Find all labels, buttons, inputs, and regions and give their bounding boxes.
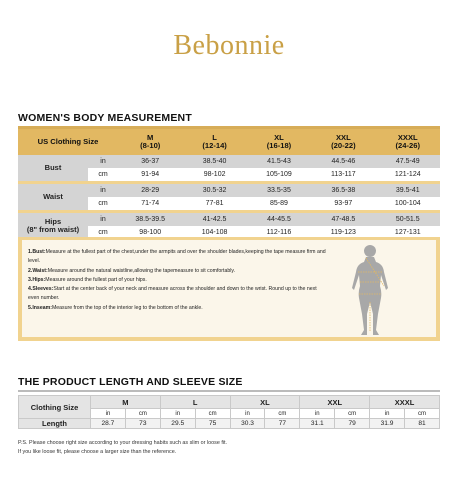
value-cell: 31.9 [370, 419, 405, 429]
table-row [18, 213, 440, 226]
unit-cell: in [230, 409, 265, 419]
value-cell: 121-124 [376, 168, 440, 181]
value-cell: 112-116 [247, 226, 311, 239]
instruction-sleeves: 4.Sleeves:Start at the center back of your neck and measure across the shoulder and down to the wrist. Round up to the next even number. [28, 286, 317, 302]
value-cell: 30.3 [230, 419, 265, 429]
instruction-waist: 2.Waist:Measure around the natural waistline,allowing the tapemeasure to sit comfortably. [28, 267, 236, 274]
unit-cell: cm [88, 168, 118, 181]
row-label-waist: Waist [18, 184, 88, 210]
unit-cell: in [88, 155, 118, 168]
value-cell: 77-81 [182, 197, 246, 210]
instruction-bust: 1.Bust:Measure at the fullest part of the chest,under the armpits and over the shoulder blades,keeping the tape measure firm and level. [28, 249, 326, 265]
length-section-title: THE PRODUCT LENGTH AND SLEEVE SIZE [18, 376, 243, 388]
instruction-list [28, 248, 328, 313]
value-cell: 47.5-49 [376, 155, 440, 168]
unit-cell: cm [88, 197, 118, 210]
value-cell: 47-48.5 [311, 213, 375, 226]
value-cell: 91-94 [118, 168, 182, 181]
value-cell: 44-45.5 [247, 213, 311, 226]
value-cell: 71-74 [118, 197, 182, 210]
value-cell: 41.5-43 [247, 155, 311, 168]
unit-cell: cm [265, 409, 300, 419]
instruction-hips: 3.Hips:Measure around the fullest part of your hips. [28, 276, 147, 283]
value-cell: 113-117 [311, 168, 375, 181]
value-cell: 30.5-32 [182, 184, 246, 197]
value-cell: 79 [335, 419, 370, 429]
body-silhouette-figure [336, 242, 406, 338]
value-cell: 98-102 [182, 168, 246, 181]
table-header-row [18, 129, 440, 155]
value-cell: 127-131 [376, 226, 440, 239]
value-cell: 38.5-39.5 [118, 213, 182, 226]
size-header: M (8-10) [118, 129, 182, 155]
value-cell: 75 [195, 419, 230, 429]
value-cell: 41-42.5 [182, 213, 246, 226]
instruction-inseam: 5.Inseam:Measure from the top of the interior leg to the bottom of the ankle. [28, 304, 203, 311]
unit-cell: in [160, 409, 195, 419]
value-cell: 119-123 [311, 226, 375, 239]
unit-cell: cm [88, 226, 118, 239]
unit-cell: cm [125, 409, 160, 419]
value-cell: 38.5-40 [182, 155, 246, 168]
size-header: XXXL [370, 396, 440, 409]
value-cell: 105-109 [247, 168, 311, 181]
value-cell: 104-108 [182, 226, 246, 239]
measurement-instructions [18, 237, 440, 341]
size-note: P.S. Please choose right size according to your dressing habits such as slim or loose fit. [18, 440, 228, 446]
value-cell: 98-100 [118, 226, 182, 239]
brand-logo: Bebonnie [173, 30, 285, 61]
value-cell: 85-89 [247, 197, 311, 210]
value-cell: 81 [405, 419, 440, 429]
value-cell: 33.5-35 [247, 184, 311, 197]
size-header: XXL (20-22) [311, 129, 375, 155]
row-label-bust: Bust [18, 155, 88, 181]
value-cell: 31.1 [300, 419, 335, 429]
value-cell: 93-97 [311, 197, 375, 210]
body-measurement-table [18, 129, 440, 239]
row-label-length: Length [19, 419, 91, 429]
clothing-size-label: Clothing Size [19, 396, 91, 419]
table-row [19, 419, 440, 429]
table-header-row [19, 396, 440, 409]
value-cell: 44.5-46 [311, 155, 375, 168]
size-header: L (12-14) [182, 129, 246, 155]
table-row [18, 184, 440, 197]
size-header: XXL [300, 396, 370, 409]
size-header: XL [230, 396, 300, 409]
value-cell: 50-51.5 [376, 213, 440, 226]
value-cell: 39.5-41 [376, 184, 440, 197]
value-cell: 77 [265, 419, 300, 429]
value-cell: 29.5 [160, 419, 195, 429]
table-row [18, 155, 440, 168]
size-header: L [160, 396, 230, 409]
size-note: If you like loose fit, please choose a larger size than the reference. [18, 449, 177, 455]
size-header: XXXL (24-26) [376, 129, 440, 155]
unit-cell: in [370, 409, 405, 419]
body-measurement-title: WOMEN'S BODY MEASUREMENT [18, 112, 192, 124]
unit-cell: in [88, 184, 118, 197]
unit-cell: cm [335, 409, 370, 419]
value-cell: 28.7 [91, 419, 126, 429]
unit-cell: in [91, 409, 126, 419]
value-cell: 73 [125, 419, 160, 429]
size-header: M [91, 396, 161, 409]
value-cell: 100-104 [376, 197, 440, 210]
value-cell: 36.5-38 [311, 184, 375, 197]
row-label-hips: Hips (8" from waist) [18, 213, 88, 239]
size-header: XL (16-18) [247, 129, 311, 155]
divider [18, 390, 440, 392]
unit-cell: in [88, 213, 118, 226]
unit-cell: cm [195, 409, 230, 419]
unit-cell: cm [405, 409, 440, 419]
size-header-label: US Clothing Size [18, 129, 118, 155]
unit-cell: in [300, 409, 335, 419]
value-cell: 36-37 [118, 155, 182, 168]
value-cell: 28-29 [118, 184, 182, 197]
length-table [18, 395, 440, 429]
